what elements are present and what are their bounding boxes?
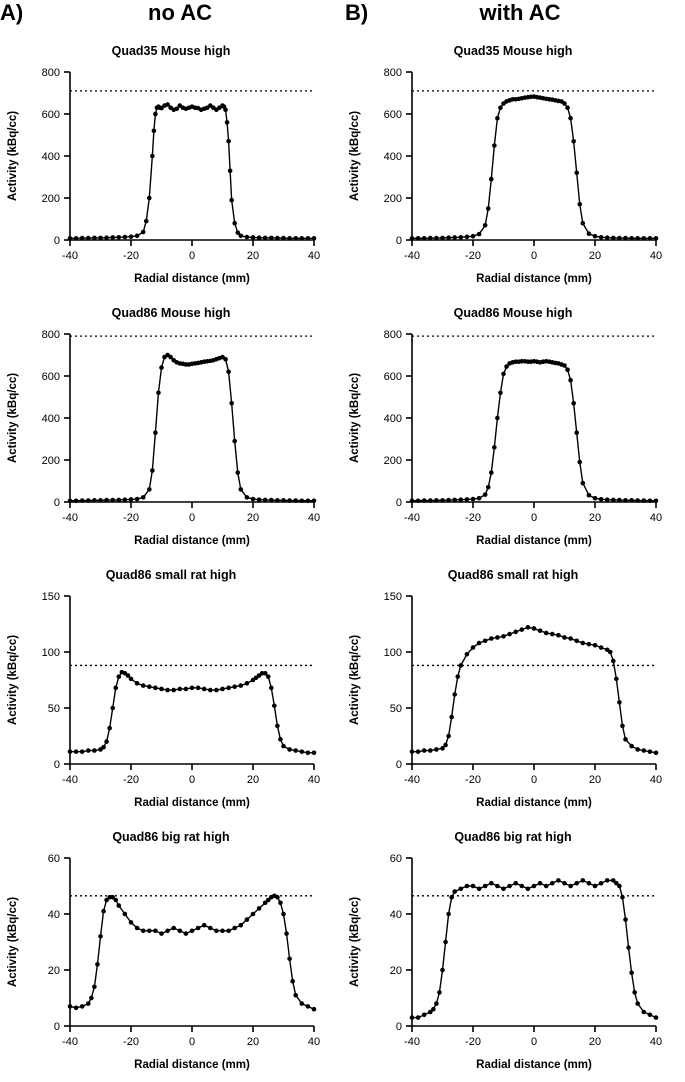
svg-text:0: 0	[530, 512, 538, 524]
svg-text:20: 20	[588, 1036, 602, 1048]
svg-text:0: 0	[395, 1021, 402, 1033]
plot-area	[0, 322, 342, 558]
chart-cell	[0, 296, 342, 558]
svg-text:Activity (kBq/cc): Activity (kBq/cc)	[7, 896, 19, 988]
svg-text:40: 40	[649, 1036, 663, 1048]
svg-text:20: 20	[389, 965, 402, 977]
svg-text:600: 600	[383, 371, 402, 383]
svg-text:0: 0	[188, 1036, 196, 1048]
svg-text:40: 40	[389, 909, 402, 921]
svg-text:20: 20	[246, 250, 260, 262]
svg-text:20: 20	[246, 774, 260, 786]
svg-text:Activity (kBq/cc): Activity (kBq/cc)	[7, 634, 19, 726]
svg-text:-20: -20	[123, 774, 139, 786]
chart-cell	[342, 296, 684, 558]
svg-text:Activity (kBq/cc): Activity (kBq/cc)	[349, 110, 361, 202]
svg-text:-40: -40	[62, 774, 78, 786]
svg-text:Activity (kBq/cc): Activity (kBq/cc)	[349, 372, 361, 464]
svg-text:20: 20	[588, 512, 602, 524]
svg-text:0: 0	[53, 1021, 60, 1033]
svg-text:800: 800	[383, 67, 402, 79]
chart-title: Quad86 Mouse high	[111, 306, 231, 320]
svg-text:Radial distance (mm): Radial distance (mm)	[134, 797, 250, 809]
svg-text:-20: -20	[465, 1036, 481, 1048]
svg-text:400: 400	[383, 151, 402, 163]
svg-text:20: 20	[246, 512, 260, 524]
chart-title: Quad35 Mouse high	[111, 44, 231, 58]
svg-text:20: 20	[588, 250, 602, 262]
svg-text:Radial distance (mm): Radial distance (mm)	[134, 535, 250, 547]
svg-text:-20: -20	[123, 250, 139, 262]
svg-text:600: 600	[41, 371, 60, 383]
svg-text:40: 40	[307, 1036, 321, 1048]
svg-text:20: 20	[246, 1036, 260, 1048]
chart-cell	[0, 820, 342, 1082]
svg-text:-40: -40	[404, 512, 420, 524]
svg-text:40: 40	[649, 250, 663, 262]
svg-text:-40: -40	[404, 250, 420, 262]
svg-text:150: 150	[383, 591, 402, 603]
panel-title-with-ac: with AC	[479, 0, 561, 25]
svg-text:0: 0	[530, 774, 538, 786]
chart-title: Quad86 big rat high	[112, 830, 230, 844]
svg-text:0: 0	[188, 774, 196, 786]
svg-text:0: 0	[395, 235, 402, 247]
chart-title: Quad86 small rat high	[105, 568, 237, 582]
svg-text:Activity (kBq/cc): Activity (kBq/cc)	[7, 110, 19, 202]
svg-text:-20: -20	[123, 512, 139, 524]
svg-text:800: 800	[41, 67, 60, 79]
svg-text:-20: -20	[465, 250, 481, 262]
svg-text:0: 0	[53, 235, 60, 247]
svg-text:800: 800	[383, 329, 402, 341]
svg-text:Activity (kBq/cc): Activity (kBq/cc)	[349, 634, 361, 726]
svg-text:50: 50	[389, 703, 402, 715]
svg-text:150: 150	[41, 591, 60, 603]
svg-text:0: 0	[188, 250, 196, 262]
svg-text:-40: -40	[62, 512, 78, 524]
svg-text:Radial distance (mm): Radial distance (mm)	[134, 273, 250, 285]
svg-text:40: 40	[47, 909, 60, 921]
svg-text:0: 0	[530, 1036, 538, 1048]
chart-cell	[0, 558, 342, 820]
svg-text:-20: -20	[465, 512, 481, 524]
svg-text:800: 800	[41, 329, 60, 341]
svg-text:600: 600	[41, 109, 60, 121]
svg-text:400: 400	[41, 413, 60, 425]
panel-letter-a: A)	[0, 0, 24, 25]
svg-text:-40: -40	[404, 1036, 420, 1048]
svg-text:0: 0	[530, 250, 538, 262]
svg-text:0: 0	[395, 497, 402, 509]
plot-area	[0, 846, 342, 1082]
plot-area	[342, 584, 684, 820]
chart-cell	[0, 34, 342, 296]
svg-text:200: 200	[383, 455, 402, 467]
chart-title: Quad35 Mouse high	[453, 44, 573, 58]
svg-text:0: 0	[395, 759, 402, 771]
svg-text:Activity (kBq/cc): Activity (kBq/cc)	[7, 372, 19, 464]
chart-cell	[342, 820, 684, 1082]
chart-title: Quad86 Mouse high	[453, 306, 573, 320]
svg-text:Radial distance (mm): Radial distance (mm)	[476, 535, 592, 547]
panel-title-no-ac: no AC	[148, 0, 212, 25]
svg-text:200: 200	[41, 455, 60, 467]
svg-text:40: 40	[307, 774, 321, 786]
plot-area	[0, 60, 342, 296]
svg-text:400: 400	[383, 413, 402, 425]
chart-cell	[342, 558, 684, 820]
chart-cell	[342, 34, 684, 296]
svg-text:-40: -40	[62, 250, 78, 262]
svg-text:-20: -20	[465, 774, 481, 786]
svg-text:Radial distance (mm): Radial distance (mm)	[134, 1059, 250, 1071]
chart-title: Quad86 big rat high	[454, 830, 572, 844]
chart-title: Quad86 small rat high	[447, 568, 579, 582]
svg-text:40: 40	[307, 250, 321, 262]
plot-area	[342, 846, 684, 1082]
svg-text:60: 60	[389, 853, 402, 865]
svg-text:40: 40	[307, 512, 321, 524]
svg-text:0: 0	[188, 512, 196, 524]
svg-text:20: 20	[588, 774, 602, 786]
panel-letter-b: B)	[345, 0, 369, 25]
svg-text:-20: -20	[123, 1036, 139, 1048]
svg-text:Radial distance (mm): Radial distance (mm)	[476, 797, 592, 809]
svg-text:400: 400	[41, 151, 60, 163]
plot-area	[342, 322, 684, 558]
svg-text:0: 0	[53, 759, 60, 771]
svg-text:Radial distance (mm): Radial distance (mm)	[476, 1059, 592, 1071]
svg-text:-40: -40	[62, 1036, 78, 1048]
svg-text:60: 60	[47, 853, 60, 865]
plot-area	[0, 584, 342, 820]
svg-text:Activity (kBq/cc): Activity (kBq/cc)	[349, 896, 361, 988]
panel-header	[0, 0, 685, 34]
svg-text:Radial distance (mm): Radial distance (mm)	[476, 273, 592, 285]
svg-text:40: 40	[649, 774, 663, 786]
svg-text:-40: -40	[404, 774, 420, 786]
svg-text:200: 200	[383, 193, 402, 205]
chart-grid	[0, 34, 685, 1082]
svg-text:40: 40	[649, 512, 663, 524]
svg-text:100: 100	[383, 647, 402, 659]
svg-text:50: 50	[47, 703, 60, 715]
svg-text:100: 100	[41, 647, 60, 659]
svg-text:20: 20	[47, 965, 60, 977]
svg-text:0: 0	[53, 497, 60, 509]
svg-text:600: 600	[383, 109, 402, 121]
plot-area	[342, 60, 684, 296]
svg-text:200: 200	[41, 193, 60, 205]
